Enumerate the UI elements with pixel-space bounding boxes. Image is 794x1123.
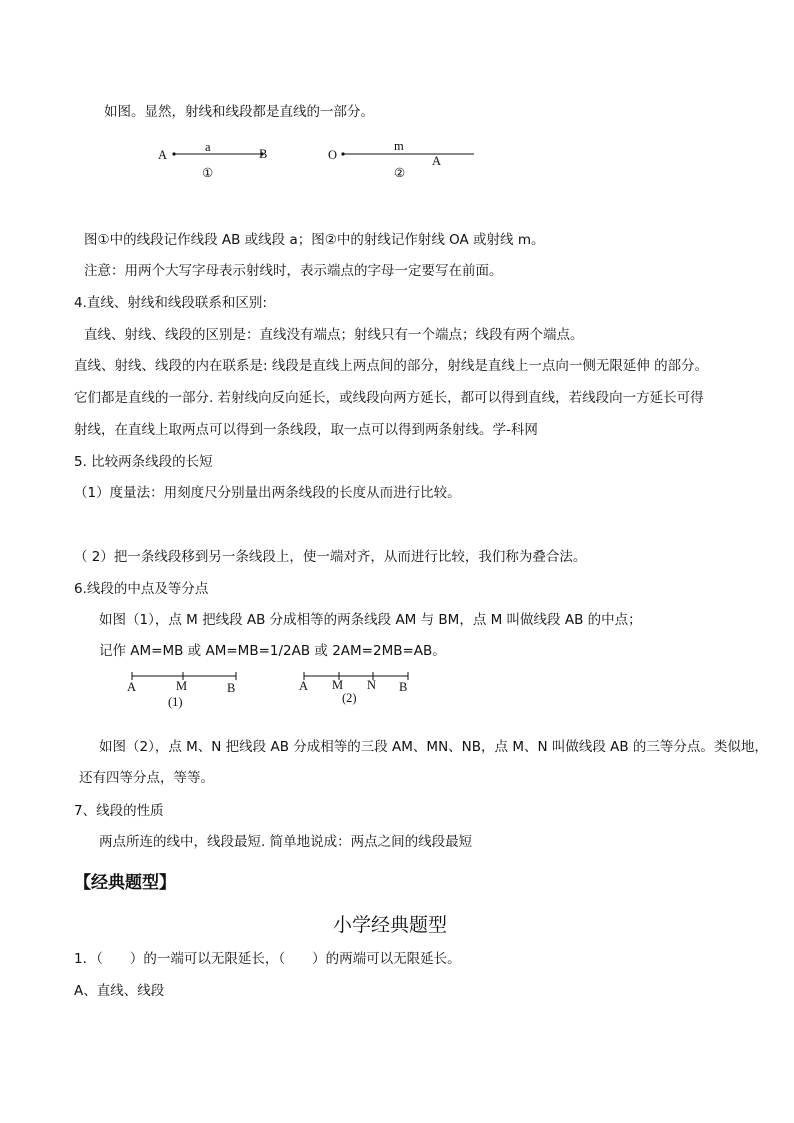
fig1-label-b: B [227, 681, 236, 695]
ray-label-o: O [328, 148, 338, 162]
segment-label-b: B [259, 147, 268, 161]
ray-caption: ② [394, 166, 406, 180]
fig2-caption: (2) [342, 691, 357, 705]
sec4-p2-line2: 它们都是直线的一部分. 若射线向反向延长，或线段向两方延长，都可以得到直线，若线段向一方延长可得 [74, 390, 704, 406]
intro-text: 如图。显然，射线和线段都是直线的一部分。 [104, 104, 374, 120]
ray-label-m: m [394, 139, 404, 153]
segment-label-a-lower: a [205, 140, 211, 154]
center-title: 小学经典题型 [333, 914, 448, 936]
fig1-label-a: A [127, 680, 137, 694]
fig2-label-a: A [299, 679, 309, 693]
question-1-option-a: A、直线、线段 [74, 983, 165, 999]
sec6-p2: 记作 AM=MB 或 AM=MB=1/2AB 或 2AM=2MB=AB。 [99, 643, 446, 659]
segment-caption: ① [202, 166, 214, 180]
fig1-caption: (1) [168, 695, 183, 709]
segment-label-a: A [158, 148, 168, 162]
fig2-label-b: B [399, 680, 408, 694]
sec4-p1: 直线、射线、线段的区别是：直线没有端点；射线只有一个端点；线段有两个端点。 [84, 327, 584, 343]
fig2-label-n: N [367, 678, 377, 692]
sec6-title: 6.线段的中点及等分点 [74, 581, 209, 597]
question-1: 1．（ ）的一端可以无限延长，（ ）的两端可以无限延长。 [74, 951, 461, 967]
sec4-p2-line3: 射线，在直线上取两点可以得到一条线段，取一点可以得到两条射线。学-科网 [74, 422, 538, 438]
sec7-p1: 两点所连的线中，线段最短. 简单地说成：两点之间的线段最短 [99, 834, 473, 850]
sec4-p2-line1: 直线、射线、线段的内在联系是: 线段是直线上两点间的部分，射线是直线上一点向一侧无限延伸 的部分。 [74, 358, 709, 374]
fig1-label-m: M [176, 679, 188, 693]
sec6-p3-line2: 还有四等分点，等等。 [79, 770, 214, 786]
section-heading: 【经典题型】 [74, 873, 176, 893]
sec7-title: 7、线段的性质 [74, 803, 164, 819]
note-text: 注意：用两个大写字母表示射线时，表示端点的字母一定要写在前面。 [84, 263, 503, 279]
sec6-p3-line1: 如图（2），点 M、N 把线段 AB 分成相等的三段 AM、MN、NB，点 M、N 叫做线段 AB 的三等分点。类似地， [99, 739, 768, 755]
sec4-title: 4.直线、射线和线段联系和区别: [74, 295, 267, 311]
sec6-p1: 如图（1），点 M 把线段 AB 分成相等的两条线段 AM 与 BM，点 M 叫做线段 AB 的中点； [99, 612, 642, 628]
fig2-label-m: M [332, 678, 344, 692]
sec5-title: 5. 比较两条线段的长短 [74, 454, 213, 470]
notation-text: 图①中的线段记作线段 AB 或线段 a；图②中的射线记作射线 OA 或射线 m。 [84, 232, 545, 248]
sec5-method1: （1）度量法：用刻度尺分别量出两条线段的长度从而进行比较。 [74, 485, 461, 501]
sec5-method2: （ 2）把一条线段移到另一条线段上，使一端对齐，从而进行比较，我们称为叠合法。 [74, 549, 587, 565]
ray-label-a: A [432, 154, 442, 168]
